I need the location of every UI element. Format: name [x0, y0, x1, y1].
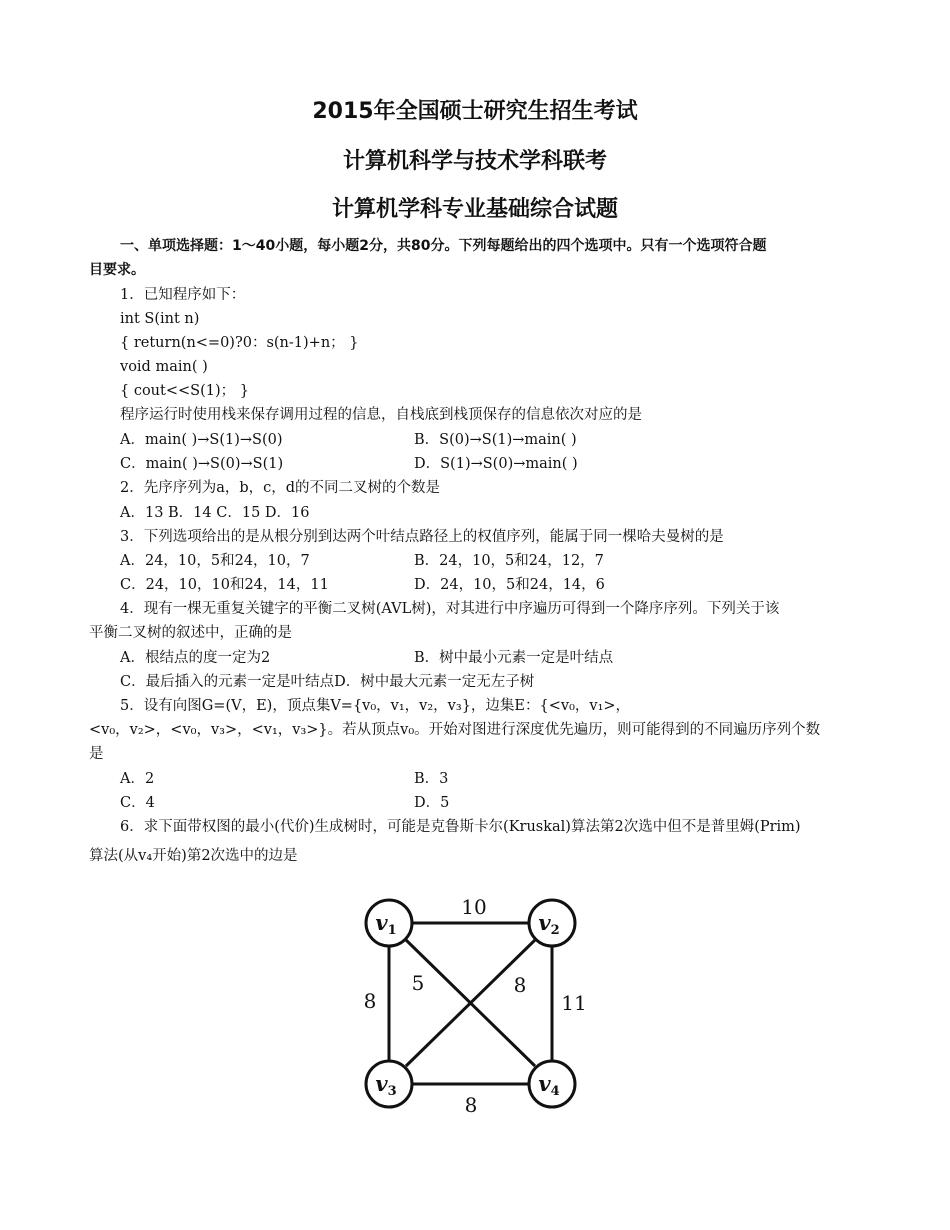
q1-option-b: B．S(0)→S(1)→main( )	[414, 432, 577, 448]
q1-stem: 1．已知程序如下：	[120, 287, 246, 303]
q1-code-line: int S(int n)	[120, 311, 200, 327]
q1-code-line: { return(n<=0)?0：s(n-1)+n； }	[120, 335, 359, 351]
q3-option-a: A．24，10，5和24，10，7	[120, 553, 310, 569]
edge-weight-label: 8	[464, 1093, 478, 1117]
q5-option-a: A．2	[120, 771, 155, 787]
edge-weight-label: 8	[363, 989, 377, 1013]
edge-weight-label: 10	[461, 895, 487, 919]
section-intro-line1: 一、单项选择题：1～40小题，每小题2分，共80分。下列每题给出的四个选项中。只有一个选项符合题	[120, 238, 767, 254]
q5-stem-line2: <v₀，v₂>，<v₀，v₃>，<v₁，v₃>}。若从顶点v₀。开始对图进行深度优先遍历，则可能得到的不同遍历序列个数	[89, 722, 821, 738]
q4-stem-line2: 平衡二叉树的叙述中，正确的是	[89, 625, 292, 641]
exam-title: 2015年全国硕士研究生招生考试	[312, 99, 638, 124]
graph-node-label: v2	[538, 910, 560, 938]
q1-question: 程序运行时使用栈来保存调用过程的信息，自栈底到栈顶保存的信息依次对应的是	[120, 407, 642, 423]
q3-option-d: D．24，10，5和24，14，6	[414, 577, 605, 593]
q6-stem-line2: 算法(从v₄开始)第2次选中的边是	[89, 848, 298, 864]
q3-option-c: C．24，10，10和24，14，11	[120, 577, 329, 593]
q3-stem: 3．下列选项给出的是从根分别到达两个叶结点路径上的权值序列，能属于同一棵哈夫曼树的是	[120, 529, 724, 545]
q4-stem-line1: 4．现有一棵无重复关键字的平衡二叉树(AVL树)，对其进行中序遍历可得到一个降序序列。下列关于该	[120, 601, 780, 617]
q5-option-c: C．4	[120, 795, 155, 811]
exam-paper-title: 计算机学科专业基础综合试题	[331, 197, 618, 222]
exam-subtitle: 计算机科学与技术学科联考	[342, 149, 607, 174]
q1-option-d: D．S(1)→S(0)→main( )	[414, 456, 578, 472]
q1-code-line: void main( )	[120, 359, 208, 375]
q1-option-a: A．main( )→S(1)→S(0)	[120, 432, 283, 448]
q4-option-b: B．树中最小元素一定是叶结点	[414, 650, 614, 666]
edge-weight-label: 8	[513, 973, 527, 997]
q5-stem-line1: 5．设有向图G=(V，E)，顶点集V={v₀，v₁，v₂，v₃}，边集E：{<v₀，v₁>，	[120, 698, 631, 714]
q1-code-line: { cout<<S(1)； }	[120, 383, 249, 399]
q4-option-cd: C．最后插入的元素一定是叶结点D．树中最大元素一定无左子树	[120, 674, 535, 690]
q5-stem-line3: 是	[89, 746, 104, 762]
q6-stem-line1: 6．求下面带权图的最小(代价)生成树时，可能是克鲁斯卡尔(Kruskal)算法第2次选中但不是普里姆(Prim)	[120, 819, 801, 835]
q5-option-d: D．5	[414, 795, 450, 811]
q2-stem: 2．先序序列为a，b，c，d的不同二叉树的个数是	[120, 480, 441, 496]
graph-node-label: v4	[538, 1071, 560, 1099]
edge-weight-label: 11	[561, 991, 587, 1015]
graph-node-label: v1	[375, 910, 397, 938]
q4-option-a: A．根结点的度一定为2	[120, 650, 271, 666]
q5-option-b: B．3	[414, 771, 449, 787]
q1-option-c: C．main( )→S(0)→S(1)	[120, 456, 284, 472]
edge-weight-label: 5	[411, 971, 425, 995]
q3-option-b: B．24，10，5和24，12，7	[414, 553, 604, 569]
section-intro-line2: 目要求。	[89, 262, 145, 278]
q2-options: A．13 B．14 C．15 D．16	[120, 505, 310, 521]
graph-node-label: v3	[375, 1071, 397, 1099]
